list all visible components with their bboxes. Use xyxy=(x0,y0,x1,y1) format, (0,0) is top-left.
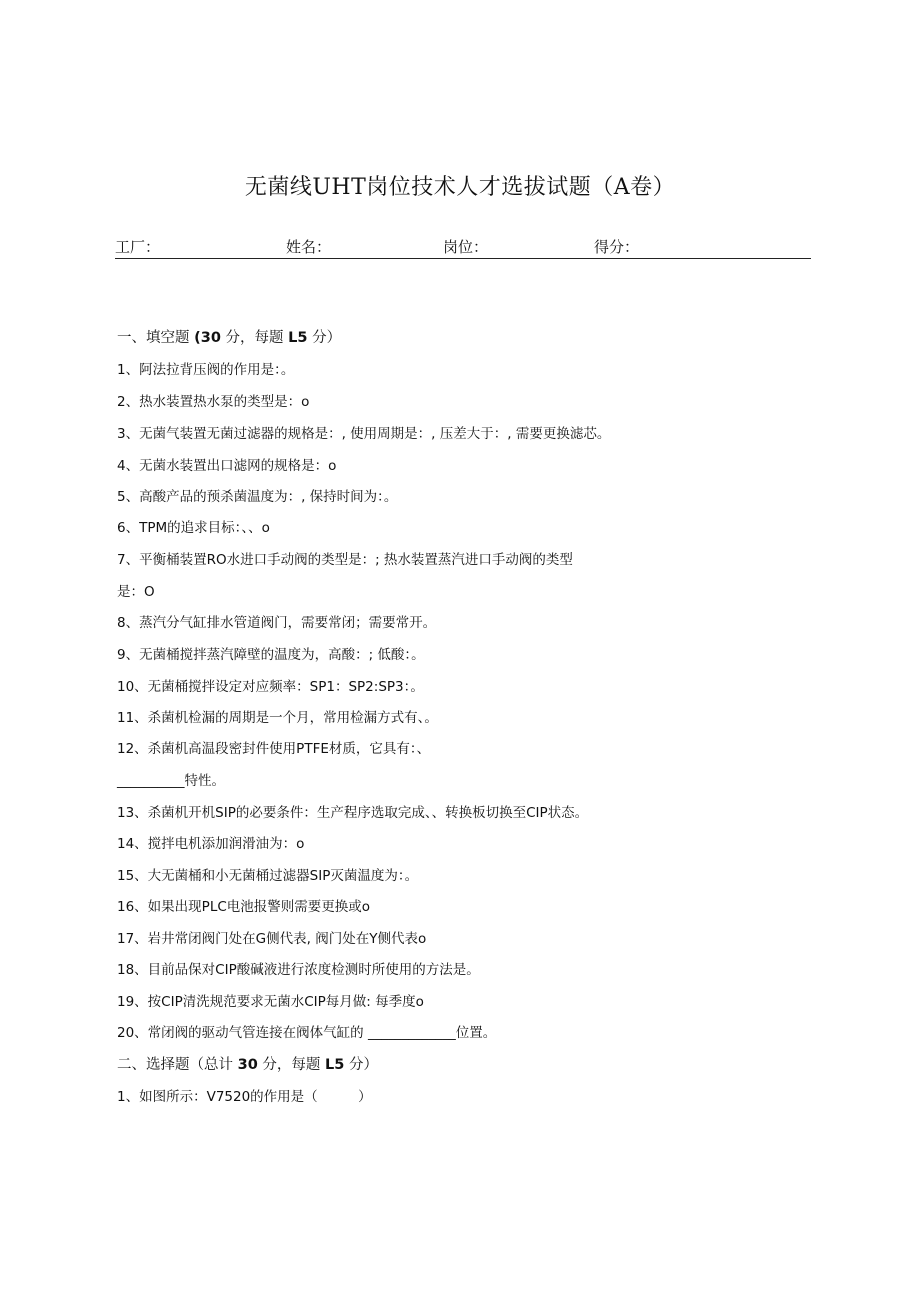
section-prefix: 二、选择题（总计 xyxy=(117,1057,233,1073)
question-item: 20、常闭阀的驱动气管连接在阀体气缸的 _____________位置。 xyxy=(117,1025,497,1041)
candidate-info-row xyxy=(115,236,811,259)
question-item: 18、目前品保对CIP酸碱液进行浓度检测时所使用的方法是。 xyxy=(117,962,480,978)
question-item: 13、杀菌机开机SIP的必要条件：生产程序选取完成、、转换板切换至CIP状态。 xyxy=(117,805,589,821)
question-item: 4、无菌水装置出口滤网的规格是：o xyxy=(117,458,337,474)
question-item: 8、蒸汽分气缸排水管道阀门，需要常闭；需要常开。 xyxy=(117,615,437,631)
question-item: 10、无菌桶搅拌设定对应频率：SP1：SP2:SP3：。 xyxy=(117,679,424,695)
question-item: 12、杀菌机高温段密封件使用PTFE材质，它具有：、 xyxy=(117,741,431,757)
section-suffix: 分） xyxy=(348,1057,378,1073)
question-item: 14、搅拌电机添加润滑油为：o xyxy=(117,836,305,852)
question-item: 16、如果出现PLC电池报警则需要更换或o xyxy=(117,899,371,915)
score-label: 得分： xyxy=(594,238,640,256)
section-mid: 分，每题 xyxy=(225,330,284,346)
question-item: 2、热水装置热水泵的类型是：o xyxy=(117,394,310,410)
question-item: 1、阿法拉背压阀的作用是：。 xyxy=(117,362,295,378)
question-item: 是：O xyxy=(117,584,155,600)
question-item: 17、岩井常闭阀门处在G侧代表, 阀门处在Y侧代表o xyxy=(117,931,427,947)
question-item: 6、TPM的追求目标：、、o xyxy=(117,520,270,536)
question-item: 9、无菌桶搅拌蒸汽障壁的温度为，高酸：; 低酸：。 xyxy=(117,647,425,663)
question-item: 7、平衡桶装置RO水进口手动阀的类型是：; 热水装置蒸汽进口手动阀的类型 xyxy=(117,552,573,568)
factory-label: 工厂： xyxy=(115,238,161,256)
page-title: 无菌线UHT岗位技术人才选拔试题（A卷） xyxy=(244,175,676,200)
question-item: 5、高酸产品的预杀菌温度为：, 保持时间为：。 xyxy=(117,489,398,505)
choice-question-item: 1、如图所示：V7520的作用是（ ） xyxy=(117,1089,372,1105)
section-per-score: L5 xyxy=(288,330,308,346)
section-choice-heading xyxy=(117,1053,378,1074)
question-item: 11、杀菌机检漏的周期是一个月，常用检漏方式有、。 xyxy=(117,710,438,726)
section-total-score: 30 xyxy=(237,1057,258,1073)
section-fill-in-heading xyxy=(117,326,341,347)
section-total-score: (30 xyxy=(194,330,221,346)
question-item: 15、大无菌桶和小无菌桶过滤器SIP灭菌温度为：。 xyxy=(117,868,419,884)
section-prefix: 一、填空题 xyxy=(117,330,190,346)
question-item: 3、无菌气装置无菌过滤器的规格是：, 使用周期是：, 压差大于：, 需要更换滤芯。 xyxy=(117,426,611,442)
position-label: 岗位： xyxy=(443,238,489,256)
section-mid: 分，每题 xyxy=(262,1057,321,1073)
question-item: __________特性。 xyxy=(117,773,225,789)
question-item: 19、按CIP清洗规范要求无菌水CIP每月做: 每季度o xyxy=(117,994,424,1010)
section-suffix: 分） xyxy=(312,330,342,346)
name-label: 姓名： xyxy=(286,238,332,256)
section-per-score: L5 xyxy=(325,1057,345,1073)
